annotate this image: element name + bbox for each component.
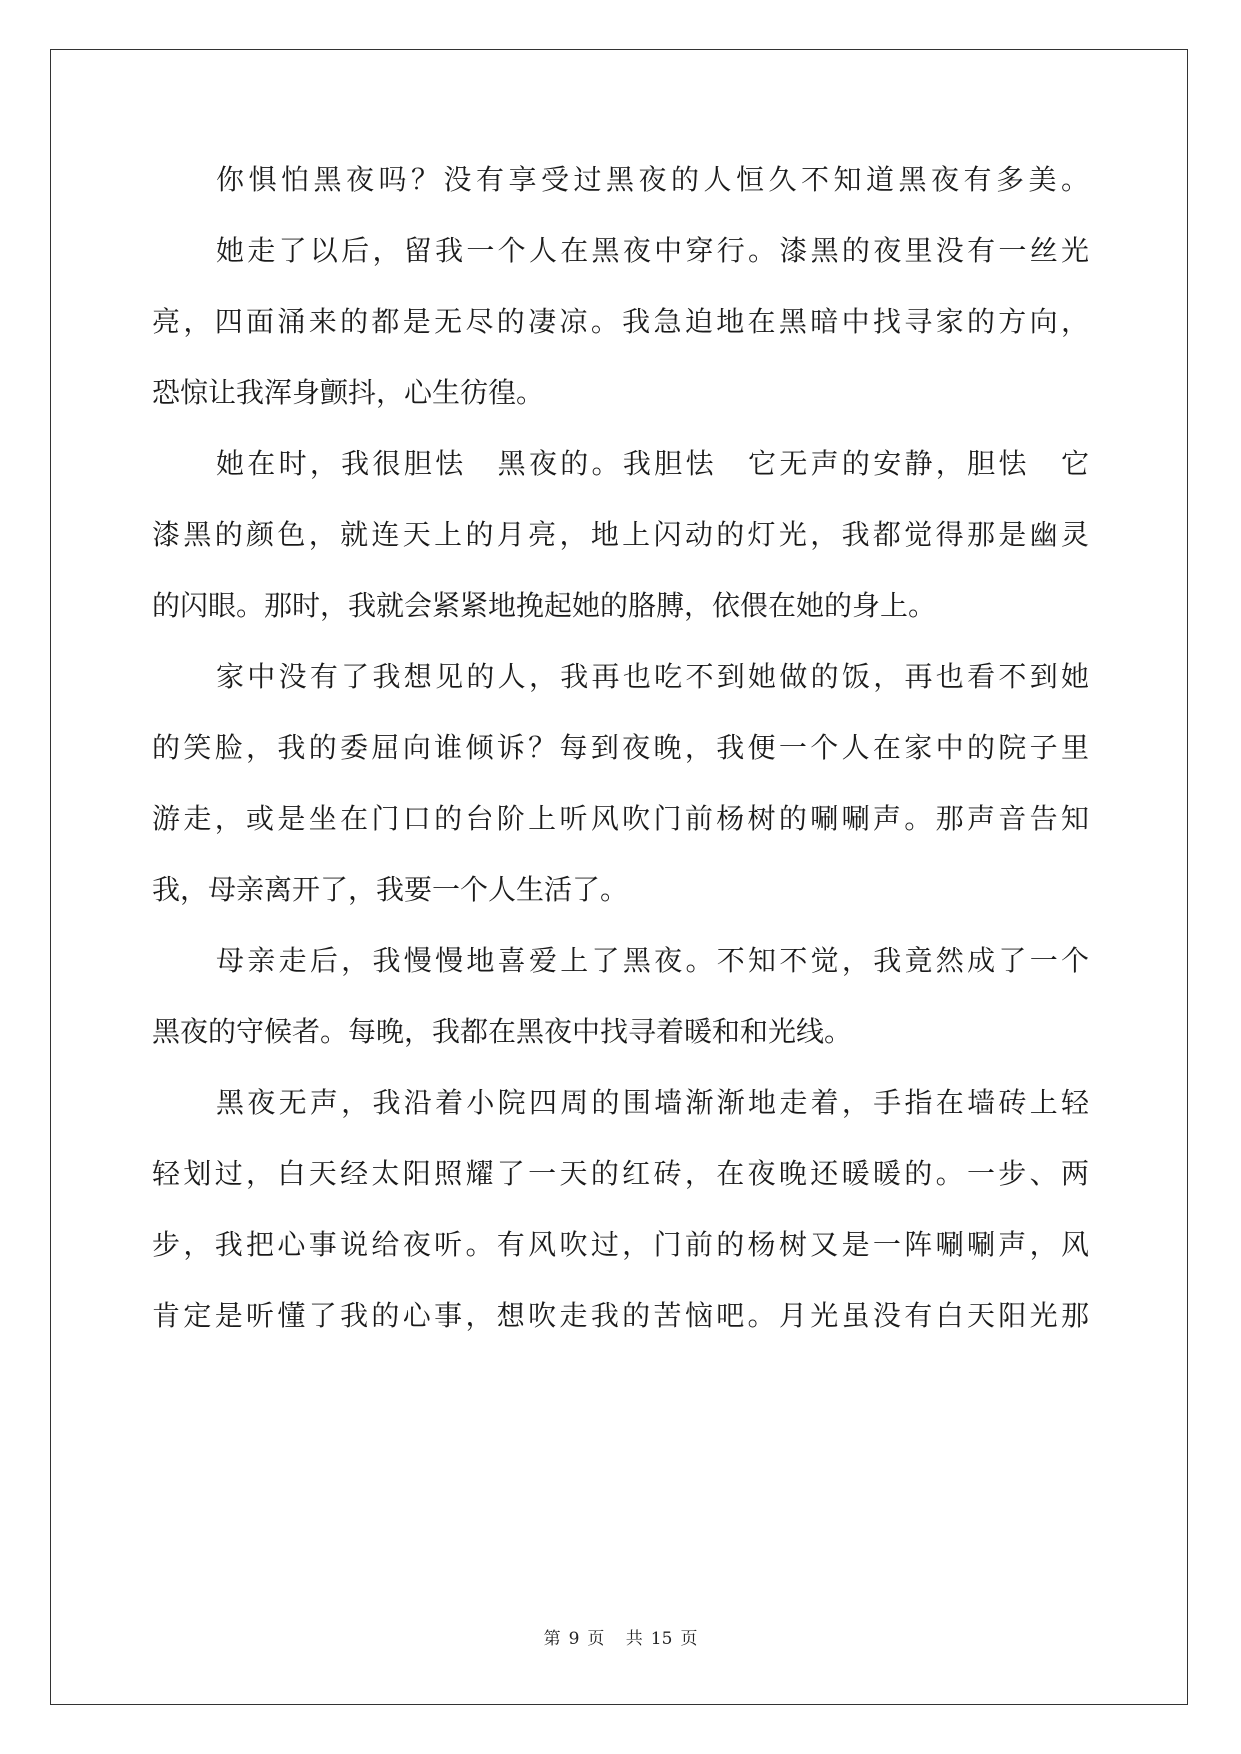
- page-footer: [0, 1624, 1241, 1649]
- text-line: 你惧怕黑夜吗？没有享受过黑夜的人恒久不知道黑夜有多美。: [216, 163, 1089, 196]
- text-line: 游走，或是坐在门口的台阶上听风吹门前杨树的唰唰声。那声音告知: [152, 802, 1089, 835]
- text-line: 我，母亲离开了，我要一个人生活了。: [152, 873, 629, 906]
- page-unit: 页: [587, 1629, 605, 1649]
- page-prefix: 第: [543, 1629, 561, 1649]
- text-line: 家中没有了我想见的人，我再也吃不到她做的饭，再也看不到她: [216, 660, 1089, 693]
- total-indicator: [622, 1629, 702, 1649]
- text-line: 的闪眼。那时，我就会紧紧地挽起她的胳膊，依偎在她的身上。: [152, 589, 937, 622]
- page-number: 9: [568, 1629, 580, 1649]
- text-line: 她在时，我很胆怯 黑夜的。我胆怯 它无声的安静，胆怯 它: [216, 447, 1089, 480]
- text-line: 亮，四面涌来的都是无尽的凄凉。我急迫地在黑暗中找寻家的方向，: [152, 305, 1089, 338]
- text-line: 恐惊让我浑身颤抖，心生彷徨。: [152, 376, 545, 409]
- total-prefix: 共: [625, 1629, 643, 1649]
- text-line: 黑夜的守候者。每晚，我都在黑夜中找寻着暖和和光线。: [152, 1015, 853, 1048]
- text-line: 母亲走后，我慢慢地喜爱上了黑夜。不知不觉，我竟然成了一个: [216, 944, 1089, 977]
- text-line: 黑夜无声，我沿着小院四周的围墙渐渐地走着，手指在墙砖上轻: [216, 1086, 1089, 1119]
- text-line: 漆黑的颜色，就连天上的月亮，地上闪动的灯光，我都觉得那是幽灵: [152, 518, 1089, 551]
- text-line: 轻划过，白天经太阳照耀了一天的红砖，在夜晚还暖暖的。一步、两: [152, 1157, 1089, 1190]
- text-line: 步，我把心事说给夜听。有风吹过，门前的杨树又是一阵唰唰声，风: [152, 1228, 1089, 1261]
- text-line: 她走了以后，留我一个人在黑夜中穿行。漆黑的夜里没有一丝光: [216, 234, 1089, 267]
- text-line: 肯定是听懂了我的心事，想吹走我的苦恼吧。月光虽没有白天阳光那: [152, 1299, 1089, 1332]
- text-line: 的笑脸，我的委屈向谁倾诉？每到夜晚，我便一个人在家中的院子里: [152, 731, 1089, 764]
- total-unit: 页: [680, 1629, 698, 1649]
- page-indicator: [540, 1629, 609, 1649]
- total-pages: 15: [650, 1629, 673, 1649]
